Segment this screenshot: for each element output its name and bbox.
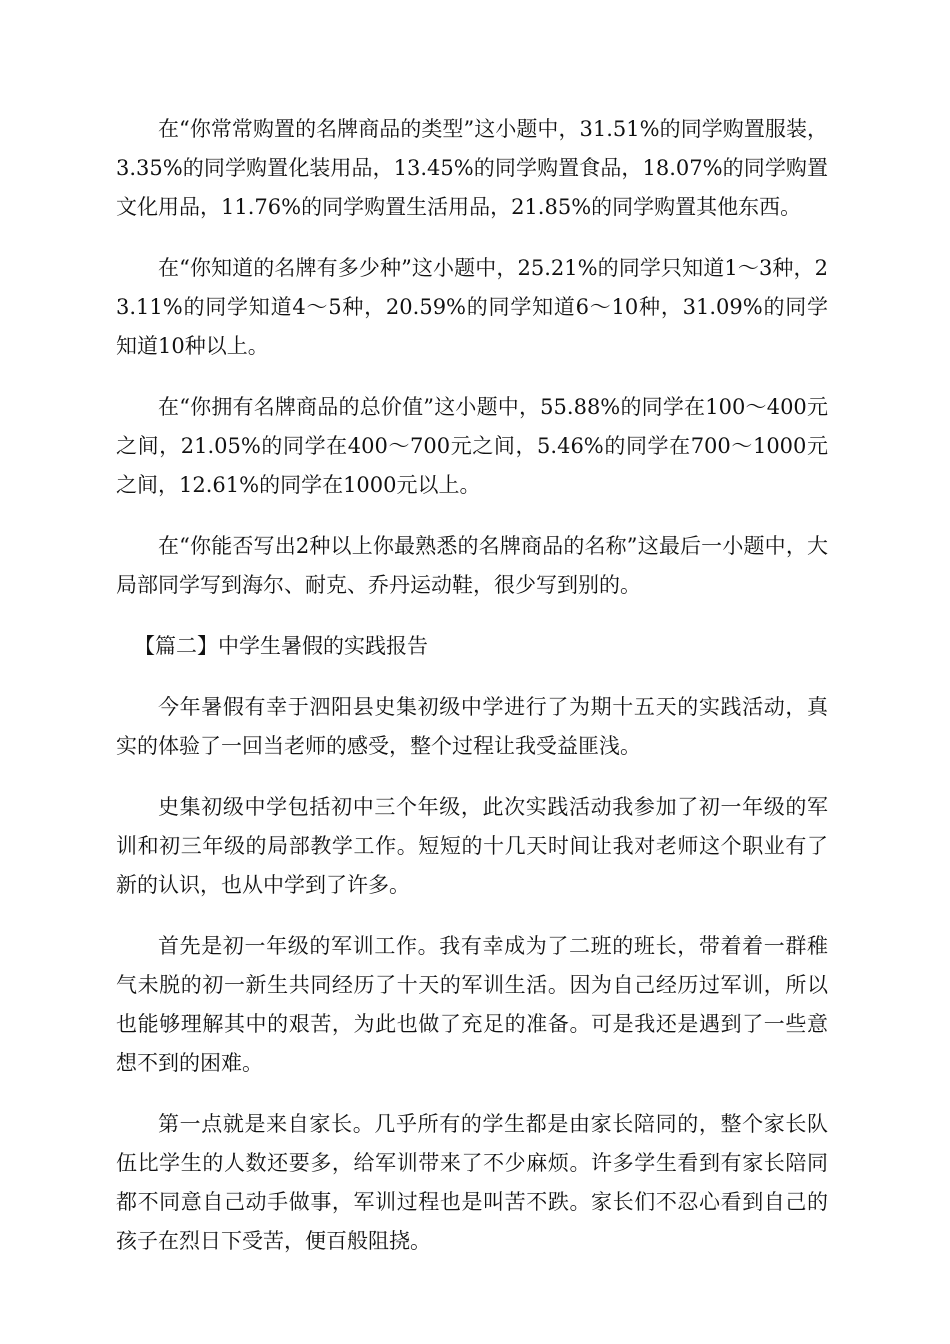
paragraph-brand-names: 在“你能否写出2种以上你最熟悉的名牌商品的名称”这最后一小题中，大局部同学写到海尔、耐克、乔丹运动鞋，很少写到别的。 [116, 534, 828, 597]
paragraph-school: 史集初级中学包括初中三个年级，此次实践活动我参加了初一年级的军训和初三年级的局部教学工作。短短的十几天时间让我对老师这个职业有了新的认识，也从中学到了许多。 [116, 795, 828, 897]
paragraph-intro: 今年暑假有幸于泗阳县史集初级中学进行了为期十五天的实践活动，真实的体验了一回当老师的感受，整个过程让我受益匪浅。 [116, 695, 828, 758]
paragraph-military-training: 首先是初一年级的军训工作。我有幸成为了二班的班长，带着着一群稚气未脱的初一新生共同经历了十天的军训生活。因为自己经历过军训，所以也能够理解其中的艰苦，为此也做了充足的准备。可是我还是遇到了一些意想不到的困难。 [116, 934, 828, 1075]
paragraph-brand-value: 在“你拥有名牌商品的总价值”这小题中，55.88%的同学在100～400元之间，21.05%的同学在400～700元之间，5.46%的同学在700～1000元之间，12.61%的同学在1000元以上。 [116, 395, 828, 497]
document-body [116, 110, 828, 1283]
section-heading: 【篇二】中学生暑假的实践报告 [134, 634, 428, 658]
paragraph-parents: 第一点就是来自家长。几乎所有的学生都是由家长陪同的，整个家长队伍比学生的人数还要多，给军训带来了不少麻烦。许多学生看到有家长陪同都不同意自己动手做事，军训过程也是叫苦不跌。家长们不忍心看到自己的孩子在烈日下受苦，便百般阻挠。 [116, 1112, 828, 1253]
paragraph-brand-types: 在“你常常购置的名牌商品的类型”这小题中，31.51%的同学购置服装，3.35%的同学购置化装用品，13.45%的同学购置食品，18.07%的同学购置文化用品，11.76%的同学购置生活用品，21.85%的同学购置其他东西。 [116, 117, 828, 219]
paragraph-brand-count: 在“你知道的名牌有多少种”这小题中，25.21%的同学只知道1～3种，23.11%的同学知道4～5种，20.59%的同学知道6～10种，31.09%的同学知道10种以上。 [116, 256, 828, 358]
